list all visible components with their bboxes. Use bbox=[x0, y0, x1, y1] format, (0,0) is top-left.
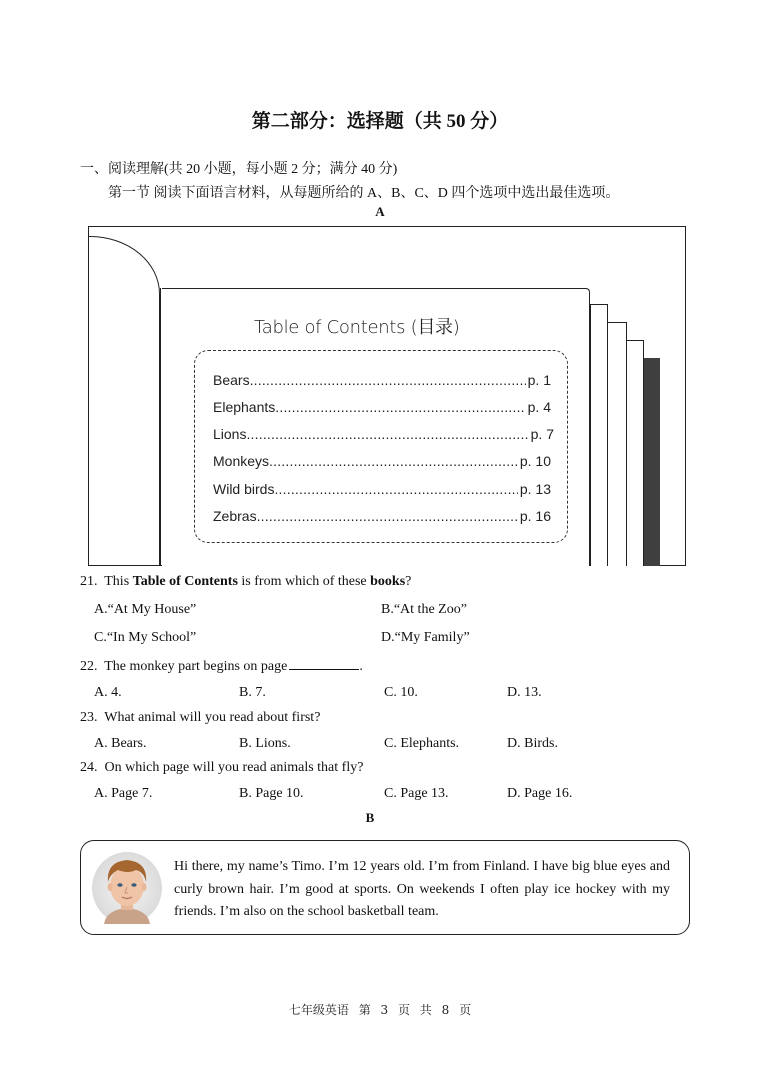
option-21-d[interactable]: D.“My Family” bbox=[381, 630, 470, 645]
option-22-b[interactable]: B. 7. bbox=[239, 685, 266, 700]
option-21-c[interactable]: C.“In My School” bbox=[94, 630, 197, 645]
question-emphasis: books bbox=[370, 574, 406, 589]
question-emphasis: Table of Contents bbox=[132, 574, 238, 589]
option-23-a[interactable]: A. Bears. bbox=[94, 736, 147, 751]
option-21-a[interactable]: A.“At My House” bbox=[94, 602, 197, 617]
section-instruction: 第一节 阅读下面语言材料，从每题所给的 A、B、C、D 四个选项中选出最佳选项。 bbox=[108, 186, 620, 201]
boy-portrait-icon bbox=[92, 852, 162, 924]
question-number: 23. bbox=[80, 710, 98, 725]
toc-entry-page: p. 1 bbox=[527, 372, 551, 388]
answer-blank bbox=[289, 657, 359, 670]
option-23-d[interactable]: D. Birds. bbox=[507, 736, 558, 751]
question-text: is from which of these bbox=[237, 574, 371, 589]
toc-entry-name: Zebras bbox=[213, 508, 257, 524]
question-text: ? bbox=[405, 574, 412, 589]
toc-entry bbox=[213, 508, 551, 528]
part-a-label: A bbox=[375, 204, 385, 219]
book-spine bbox=[644, 358, 660, 566]
book-page-back-1 bbox=[590, 304, 608, 566]
question-text: This bbox=[104, 574, 133, 589]
question-text: On which page will you read animals that fly? bbox=[104, 760, 364, 775]
option-22-a[interactable]: A. 4. bbox=[94, 685, 122, 700]
question-text: The monkey part begins on page bbox=[104, 659, 288, 674]
toc-entry-page: p. 16 bbox=[519, 508, 551, 524]
option-22-c[interactable]: C. 10. bbox=[384, 685, 418, 700]
question-22 bbox=[80, 657, 363, 675]
toc-entry-name: Wild birds bbox=[213, 481, 275, 497]
question-21 bbox=[80, 574, 411, 590]
toc-entry-name: Lions bbox=[213, 426, 247, 442]
question-number: 21. bbox=[80, 574, 98, 589]
option-21-b[interactable]: B.“At the Zoo” bbox=[381, 602, 467, 617]
toc-entry bbox=[213, 399, 551, 419]
question-text: . bbox=[359, 659, 363, 674]
page-footer: 七年级英语 第 3 页 共 8 页 bbox=[288, 1003, 472, 1017]
toc-entry-name: Bears bbox=[213, 372, 250, 388]
part-title: 第二部分：选择题（共 50 分） bbox=[251, 111, 509, 132]
toc-entry bbox=[213, 372, 551, 392]
toc-entry-page: p. 13 bbox=[519, 481, 551, 497]
part-b-label: B bbox=[365, 810, 375, 825]
toc-entry-page: p. 4 bbox=[527, 399, 551, 415]
option-22-d[interactable]: D. 13. bbox=[507, 685, 542, 700]
question-number: 24. bbox=[80, 760, 98, 775]
toc-entry-name: Elephants bbox=[213, 399, 276, 415]
toc-entry bbox=[213, 481, 551, 501]
toc-title: Table of Contents (目录) bbox=[254, 317, 460, 338]
book-page-back-3 bbox=[627, 340, 644, 566]
question-text: What animal will you read about first? bbox=[104, 710, 321, 725]
question-24 bbox=[80, 760, 363, 776]
toc-entry-name: Monkeys bbox=[213, 453, 270, 469]
option-23-b[interactable]: B. Lions. bbox=[239, 736, 291, 751]
passage-text: Hi there, my name’s Timo. I’m 12 years old. I’m from Finland. I have big blue eyes and curly brown hair. I’m good at sports. On weekends I often play ice hockey with my friends. I’m also on the school basketball team. bbox=[174, 859, 670, 919]
toc-entry-page: p. 7 bbox=[530, 426, 554, 442]
question-23 bbox=[80, 710, 320, 726]
toc-entry bbox=[213, 453, 551, 473]
toc-entry bbox=[213, 426, 554, 446]
option-24-b[interactable]: B. Page 10. bbox=[239, 786, 304, 801]
book-page-back-2 bbox=[608, 322, 627, 566]
option-23-c[interactable]: C. Elephants. bbox=[384, 736, 460, 751]
book-cover-curve bbox=[88, 236, 160, 566]
option-24-a[interactable]: A. Page 7. bbox=[94, 786, 153, 801]
toc-entry-page: p. 10 bbox=[519, 453, 551, 469]
option-24-c[interactable]: C. Page 13. bbox=[384, 786, 449, 801]
question-number: 22. bbox=[80, 659, 98, 674]
section-heading: 一、阅读理解(共 20 小题，每小题 2 分；满分 40 分) bbox=[80, 162, 398, 177]
option-24-d[interactable]: D. Page 16. bbox=[507, 786, 573, 801]
